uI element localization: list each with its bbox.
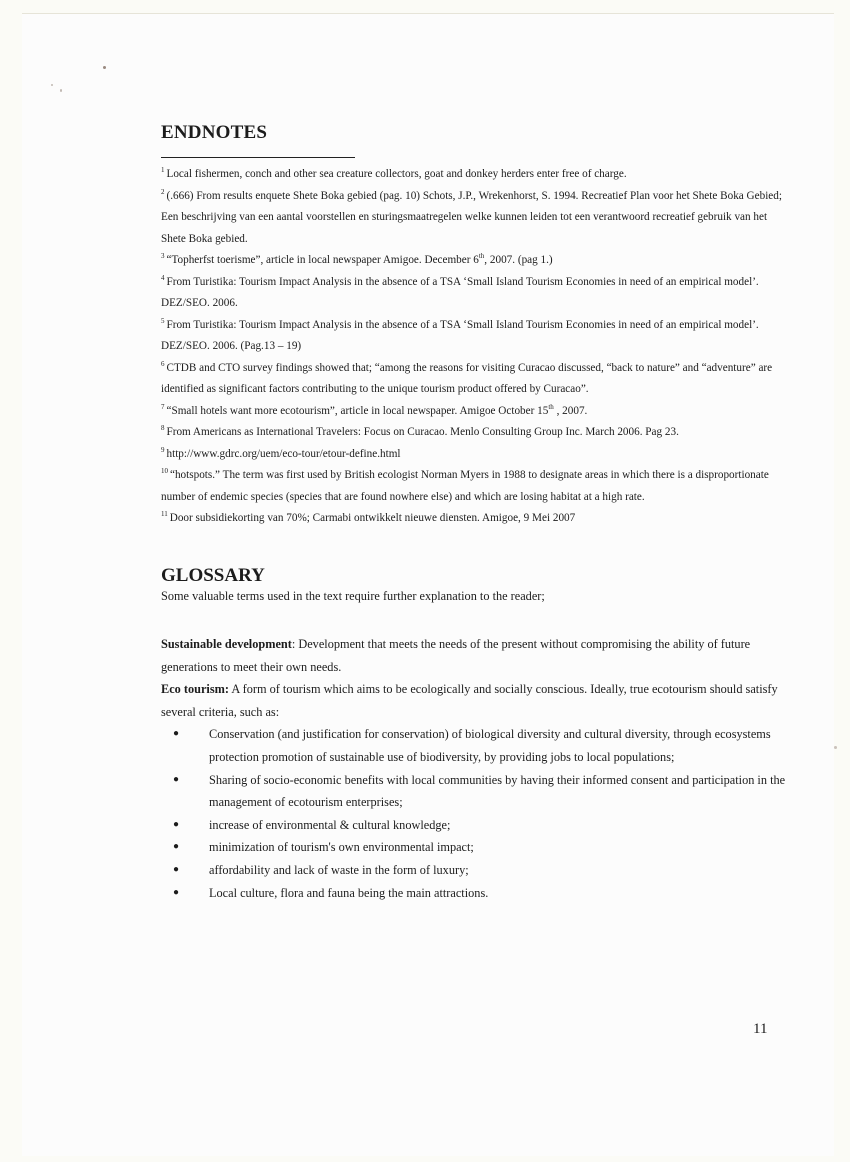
criteria-item: [161, 836, 809, 859]
criteria-text: Conservation (and justification for conservation) of biological diversity and cultural diversity, through ecosystems protection promotion of sustainable use of biodiversity, by providing jobs to local populations;: [209, 727, 771, 764]
endnote-text-tail: , 2007. (pag 1.): [484, 254, 553, 266]
endnote-7: [161, 401, 791, 423]
glossary-intro: Some valuable terms used in the text require further explanation to the reader;: [161, 589, 545, 603]
endnote-9: [161, 444, 791, 466]
endnotes-list: [161, 164, 791, 530]
criteria-item: [161, 882, 809, 905]
endnote-4: [161, 272, 791, 315]
term-separator: :: [291, 637, 296, 651]
bullet-icon: ●: [173, 886, 180, 898]
endnote-11: [161, 508, 791, 530]
endnote-text: “Topherfst toerisme”, article in local newspaper Amigoe. December 6: [166, 254, 479, 266]
glossary-entry-eco-tourism: [161, 678, 801, 723]
endnote-6: [161, 358, 791, 401]
endnote-text: “hotspots.” The term was first used by British ecologist Norman Myers in 1988 to designate areas in which there is a disproportionate number of endemic species (species that are found nowhere else) and which are losing habitat at a high rate.: [161, 469, 769, 503]
scan-speck: [103, 66, 106, 69]
glossary-definition: A form of tourism which aims to be ecologically and socially conscious. Ideally, true ecotourism should satisfy several criteria, such as:: [161, 682, 778, 719]
footnote-separator-rule: [161, 157, 355, 158]
endnote-3: [161, 250, 791, 272]
bullet-icon: ●: [173, 818, 180, 830]
bullet-icon: ●: [173, 863, 180, 875]
criteria-item: [161, 814, 809, 837]
ordinal-suffix: th: [548, 402, 554, 411]
endnote-number: 10: [161, 467, 168, 475]
endnote-number: 5: [161, 316, 165, 325]
endnote-text: From Americans as International Travelers: Focus on Curacao. Menlo Consulting Group Inc. March 2006. Pag 23.: [166, 426, 679, 438]
endnote-text-tail: , 2007.: [553, 404, 588, 417]
scan-speck: [834, 746, 837, 749]
scan-speck: [51, 84, 53, 86]
endnote-number: 11: [161, 510, 168, 518]
criteria-text: Sharing of socio-economic benefits with local communities by having their informed consent and participation in the management of ecotourism enterprises;: [209, 772, 786, 810]
glossary-entry-sustainable-development: [161, 633, 801, 678]
ordinal-suffix: th: [478, 252, 485, 260]
bullet-icon: ●: [173, 841, 180, 853]
endnotes-heading: ENDNOTES: [161, 122, 268, 143]
bullet-icon: ●: [173, 728, 180, 740]
endnote-5: [161, 315, 791, 358]
endnote-number: 7: [161, 402, 165, 411]
criteria-text: minimization of tourism's own environmental impact;: [209, 840, 474, 855]
endnote-text: CTDB and CTO survey findings showed that; “among the reasons for visiting Curacao discussed, “back to nature” and “adventure” are identified as significant factors contributing to the unique tourism product offered by Curacao”.: [161, 361, 773, 395]
criteria-item: [161, 859, 809, 882]
page-number: 11: [753, 1021, 768, 1037]
criteria-text: affordability and lack of waste in the form of luxury;: [209, 862, 469, 877]
endnote-number: 4: [161, 273, 165, 282]
endnote-number: 8: [161, 424, 165, 432]
endnote-text: From Turistika: Tourism Impact Analysis in the absence of a TSA ‘Small Island Tourism Economies in need of an empirical model’. DEZ/SEO. 2006.: [161, 275, 759, 309]
endnote-text: From Turistika: Tourism Impact Analysis in the absence of a TSA ‘Small Island Tourism Economies in need of an empirical model’. DEZ/SEO. 2006. (Pag.13 – 19): [161, 318, 759, 352]
endnote-text: (.666) From results enquete Shete Boka gebied (pag. 10) Schots, J.P., Wrekenhorst, S. 1994. Recreatief Plan voor het Shete Boka Gebied; Een beschrijving van een aantal voorstellen en sturingsmaatregelen welke kunnen leiden tot een verantwoord recreatief gebruik van het Shete Boka gebied.: [161, 189, 782, 245]
scan-speck: [60, 89, 62, 92]
criteria-text: Local culture, flora and fauna being the main attractions.: [209, 885, 489, 900]
endnote-number: 1: [161, 166, 165, 174]
glossary-heading: GLOSSARY: [161, 565, 265, 586]
endnote-text: Door subsidiekorting van 70%; Carmabi ontwikkelt nieuwe diensten. Amigoe, 9 Mei 2007: [169, 512, 576, 524]
criteria-item: [161, 769, 809, 814]
endnote-url: http://www.gdrc.org/uem/eco-tour/etour-define.html: [166, 447, 401, 460]
endnote-2: [161, 186, 791, 251]
endnote-number: 9: [161, 445, 165, 454]
endnote-10: [161, 465, 791, 508]
endnote-number: 2: [161, 187, 165, 196]
criteria-item: [161, 723, 809, 768]
glossary-definition: Development that meets the needs of the present without compromising the ability of future generations to meet their own needs.: [161, 637, 751, 674]
endnote-8: [161, 422, 791, 444]
endnote-text: Local fishermen, conch and other sea creature collectors, goat and donkey herders enter free of charge.: [166, 168, 627, 180]
endnote-number: 3: [161, 252, 165, 260]
criteria-text: increase of environmental & cultural knowledge;: [209, 817, 451, 832]
endnote-text: “Small hotels want more ecotourism”, article in local newspaper. Amigoe October 15: [166, 404, 549, 417]
document-page: [22, 13, 834, 1156]
glossary-term: Eco tourism:: [161, 682, 229, 697]
bullet-icon: ●: [173, 773, 180, 785]
endnote-1: [161, 164, 791, 186]
glossary-entries: [161, 633, 801, 904]
glossary-term: Sustainable development: [161, 637, 292, 651]
ecotourism-criteria-list: [161, 723, 801, 904]
endnote-number: 6: [161, 359, 165, 368]
